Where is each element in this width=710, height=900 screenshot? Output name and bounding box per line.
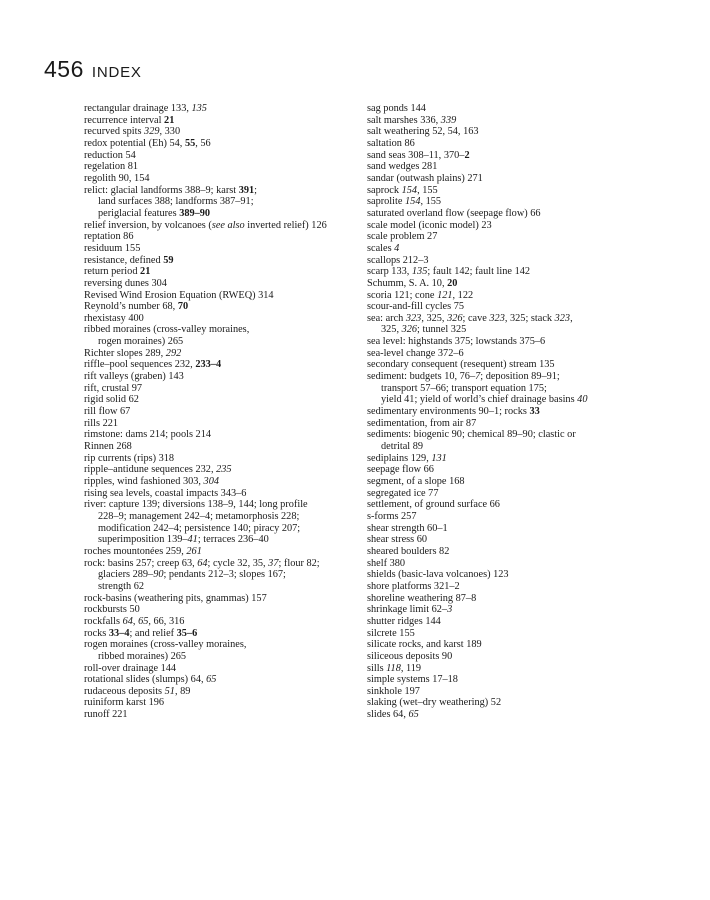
index-entry: ripple–antidune sequences 232, 235 <box>84 464 232 476</box>
index-entry: sea: arch 323, 325, 326; cave 323, 325; stack 323, <box>367 312 573 324</box>
index-column-right <box>367 103 637 721</box>
index-entry: scoria 121; cone 121, 122 <box>367 289 474 301</box>
index-entry: scales 4 <box>367 242 400 254</box>
index-entry: rudaceous deposits 51, 89 <box>84 685 191 697</box>
index-entry: periglacial features 389–90 <box>98 207 211 219</box>
index-entry: rock-basins (weathering pits, gnammas) 157 <box>84 592 267 604</box>
index-entry: reversing dunes 304 <box>84 277 167 289</box>
index-entry: rip currents (rips) 318 <box>84 452 175 464</box>
index-entry: saprock 154, 155 <box>367 184 438 196</box>
index-entry: shore platforms 321–2 <box>367 580 460 592</box>
index-entry: Reynold’s number 68, 70 <box>84 301 189 313</box>
index-entry: residuum 155 <box>84 242 141 254</box>
index-entry: saltation 86 <box>367 137 415 149</box>
index-entry: rectangular drainage 133, 135 <box>84 103 207 114</box>
index-entry: scale model (iconic model) 23 <box>367 219 492 231</box>
index-entry: recurved spits 329, 330 <box>84 126 181 138</box>
index-entry: sills 118, 119 <box>367 662 422 674</box>
index-entry: rhexistasy 400 <box>84 312 144 324</box>
index-entry: sinkhole 197 <box>367 685 420 697</box>
index-entry: rift valleys (graben) 143 <box>84 371 184 383</box>
index-entry: shoreline weathering 87–8 <box>367 592 477 604</box>
index-entry: sediment: budgets 10, 76–7; deposition 89–91; <box>367 371 560 383</box>
index-entry: reptation 86 <box>84 231 134 243</box>
index-entry: regolith 90, 154 <box>84 172 150 184</box>
index-entry: sheared boulders 82 <box>367 545 450 557</box>
index-entry: superimposition 139–41; terraces 236–40 <box>98 534 269 546</box>
index-entry: shrinkage limit 62–3 <box>367 604 453 616</box>
index-entry: reduction 54 <box>84 149 136 161</box>
index-entry: resistance, defined 59 <box>84 254 174 266</box>
index-entry: rocks 33–4; and relief 35–6 <box>84 627 198 639</box>
page-header <box>44 56 142 83</box>
index-entry: shields (basic-lava volcanoes) 123 <box>367 569 509 581</box>
index-entry: Schumm, S. A. 10, 20 <box>367 277 458 289</box>
index-entry: scour-and-fill cycles 75 <box>367 301 465 313</box>
index-entry: rockfalls 64, 65, 66, 316 <box>84 615 185 627</box>
index-entry: ripples, wind fashioned 303, 304 <box>84 476 219 487</box>
index-entry: rockbursts 50 <box>84 604 140 616</box>
index-entry: seepage flow 66 <box>367 464 434 476</box>
index-entry: yield 41; yield of world’s chief drainage basins 40 <box>381 394 588 406</box>
index-entry: segregated ice 77 <box>367 487 439 499</box>
index-entry: relief inversion, by volcanoes (see also inverted relief) 126 <box>84 219 327 231</box>
index-entry: salt marshes 336, 339 <box>367 114 457 126</box>
index-entry: ruiniform karst 196 <box>84 697 165 709</box>
index-entry: saturated overland flow (seepage flow) 66 <box>367 207 541 219</box>
index-entry: slides 64, 65 <box>367 709 419 721</box>
index-entry: roll-over drainage 144 <box>84 662 177 674</box>
index-entry: 228–9; management 242–4; metamorphosis 228; <box>98 510 300 522</box>
index-entry: silicate rocks, and karst 189 <box>367 639 482 651</box>
index-entry: river: capture 139; diversions 138–9, 144; long profile <box>84 499 308 511</box>
index-entry: rising sea levels, coastal impacts 343–6 <box>84 487 247 499</box>
index-entry: salt weathering 52, 54, 163 <box>367 126 479 138</box>
index-entry: shear stress 60 <box>367 534 428 546</box>
index-entry: return period 21 <box>84 266 151 278</box>
index-entry: ribbed moraines) 265 <box>98 650 187 662</box>
index-entry: sea level: highstands 375; lowstands 375–6 <box>367 336 546 348</box>
index-entry: regelation 81 <box>84 161 139 173</box>
index-entry: saprolite 154, 155 <box>367 196 442 208</box>
index-entry: rill flow 67 <box>84 406 131 418</box>
index-entry: slaking (wet–dry weathering) 52 <box>367 697 502 709</box>
index-entry: settlement, of ground surface 66 <box>367 499 500 511</box>
index-entry: sedimentation, from air 87 <box>367 417 477 429</box>
index-entry: ribbed moraines (cross-valley moraines, <box>84 324 250 336</box>
index-entry: rills 221 <box>84 417 119 429</box>
index-entry: s-forms 257 <box>367 510 417 522</box>
index-entry: sand seas 308–11, 370–2 <box>367 149 470 161</box>
page-number: 456 <box>44 56 84 82</box>
index-entry: rock: basins 257; creep 63, 64; cycle 32, 35, 37; flour 82; <box>84 557 320 569</box>
index-entry: scarp 133, 135; fault 142; fault line 142 <box>367 266 531 278</box>
index-entry: strength 62 <box>98 580 145 592</box>
index-entry: shutter ridges 144 <box>367 615 441 627</box>
index-entry: shear strength 60–1 <box>367 522 448 534</box>
index-entry: siliceous deposits 90 <box>367 650 453 662</box>
index-entry: rimstone: dams 214; pools 214 <box>84 429 211 441</box>
index-entry: sand wedges 281 <box>367 161 438 173</box>
index-entry: sandar (outwash plains) 271 <box>367 172 483 184</box>
index-entry: glaciers 289–90; pendants 212–3; slopes 167; <box>98 569 286 581</box>
index-entry: Revised Wind Erosion Equation (RWEQ) 314 <box>84 289 274 301</box>
index-entry: rogen moraines (cross-valley moraines, <box>84 639 247 651</box>
index-entry: simple systems 17–18 <box>367 674 458 686</box>
index-entry: scale problem 27 <box>367 231 438 243</box>
index-entry: shelf 380 <box>367 557 406 569</box>
index-entry: sediplains 129, 131 <box>367 452 447 464</box>
index-entry: silcrete 155 <box>367 627 415 639</box>
index-entry: secondary consequent (resequent) stream 135 <box>367 359 555 371</box>
index-entry: redox potential (Eh) 54, 55, 56 <box>84 137 211 149</box>
index-entry: runoff 221 <box>84 709 128 721</box>
index-entry: rift, crustal 97 <box>84 382 143 394</box>
index-entry: rogen moraines) 265 <box>98 336 184 348</box>
index-entry: sediments: biogenic 90; chemical 89–90; clastic or <box>367 429 576 441</box>
index-entry: detrital 89 <box>381 441 424 453</box>
index-column-left <box>84 103 350 721</box>
index-entry: Richter slopes 289, 292 <box>84 347 182 359</box>
index-entry: relict: glacial landforms 388–9; karst 391; <box>84 184 258 196</box>
index-entry: sedimentary environments 90–1; rocks 33 <box>367 406 540 418</box>
index-entry: modification 242–4; persistence 140; piracy 207; <box>98 522 301 534</box>
index-entry: transport 57–66; transport equation 175; <box>381 382 547 394</box>
index-entry: scallops 212–3 <box>367 254 429 266</box>
index-entry: segment, of a slope 168 <box>367 476 465 487</box>
index-entry: Rinnen 268 <box>84 441 132 453</box>
index-entry: rotational slides (slumps) 64, 65 <box>84 674 217 686</box>
index-entry: 325, 326; tunnel 325 <box>381 324 467 336</box>
index-entry: sea-level change 372–6 <box>367 347 464 359</box>
index-entry: roches mountonées 259, 261 <box>84 545 202 557</box>
running-title: INDEX <box>91 64 142 81</box>
index-entry: rigid solid 62 <box>84 394 139 406</box>
index-entry: riffle–pool sequences 232, 233–4 <box>84 359 222 371</box>
index-entry: sag ponds 144 <box>367 103 426 114</box>
index-entry: recurrence interval 21 <box>84 114 175 126</box>
index-entry: land surfaces 388; landforms 387–91; <box>98 196 254 208</box>
